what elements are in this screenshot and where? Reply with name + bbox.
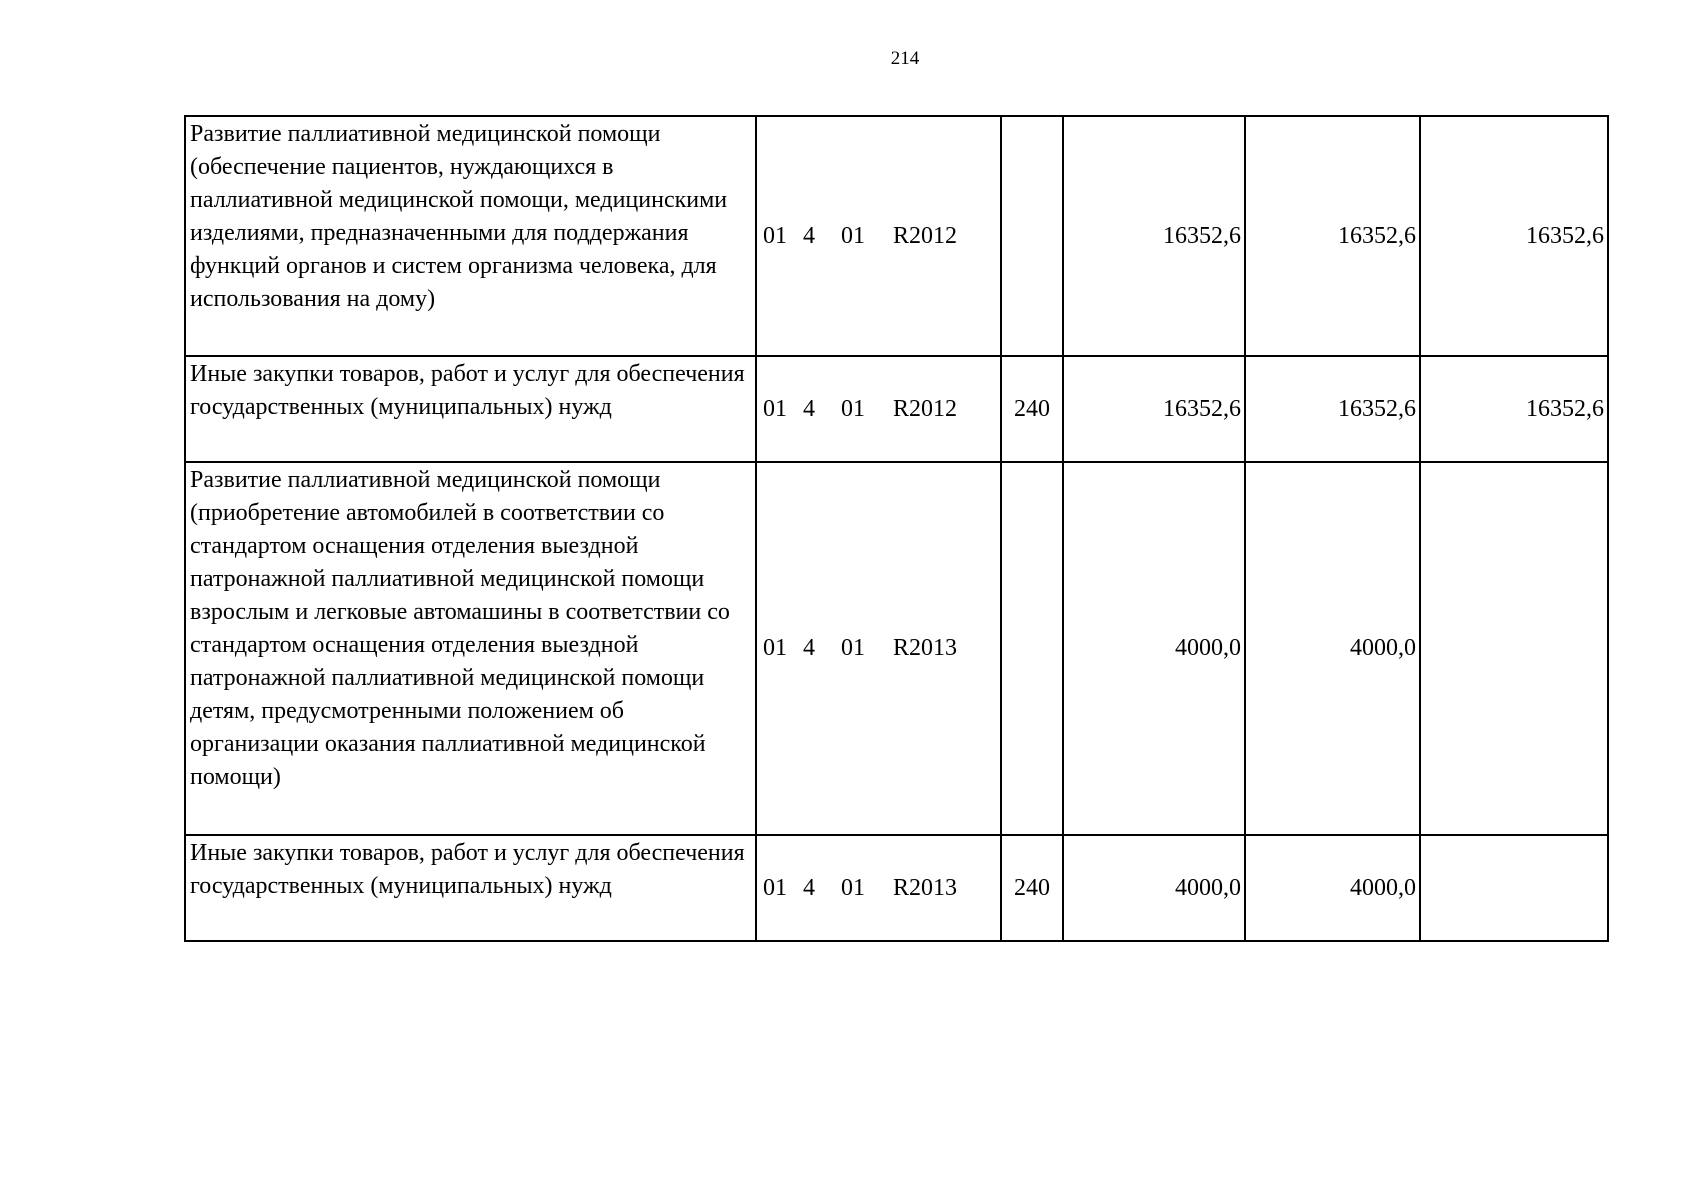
row-amount: 4000,0 (1245, 462, 1420, 835)
code-part: 4 (803, 222, 815, 249)
code-part: 01 (841, 222, 865, 249)
row-description: Иные закупки товаров, работ и услуг для обеспечения государственных (муниципальных) нужд (185, 356, 756, 462)
page-number: 214 (890, 48, 920, 69)
row-code (756, 356, 1001, 462)
code-part: R2013 (893, 635, 958, 661)
code-part: R2012 (893, 395, 958, 422)
code-part: 01 (763, 635, 787, 661)
row-amount: 4000,0 (1063, 835, 1245, 941)
row-amount: 4000,0 (1245, 835, 1420, 941)
row-amount (1420, 835, 1608, 941)
code-part: R2012 (893, 222, 958, 249)
row-expense-type: 240 (1001, 356, 1063, 462)
row-description: Развитие паллиативной медицинской помощи (приобретение автомобилей в соответствии со стандартом оснащения отделения выездной патронажной паллиативной медицинской помощи взрослым и легковые автомашины в соответствии со стандартом оснащения отделения выездной патронажной паллиативной медицинской помощи детям, предусмотренными положением об организации оказания паллиативной медицинской помощи) (185, 462, 756, 835)
row-amount: 16352,6 (1420, 116, 1608, 356)
row-expense-type: 240 (1001, 835, 1063, 941)
code-part: 01 (841, 395, 865, 422)
row-description: Развитие паллиативной медицинской помощи (обеспечение пациентов, нуждающихся в паллиативной медицинской помощи, медицинскими изделиями, предназначенными для поддержания функций органов и систем организма человека, для использования на дому) (185, 116, 756, 356)
row-code (756, 116, 1001, 356)
table-row (185, 835, 1608, 941)
code-part: 01 (841, 874, 865, 901)
code-part: 01 (763, 874, 787, 901)
table-row (185, 116, 1608, 356)
code-part: 4 (803, 635, 815, 661)
row-amount: 16352,6 (1245, 116, 1420, 356)
row-amount: 16352,6 (1420, 356, 1608, 462)
row-amount: 4000,0 (1063, 462, 1245, 835)
code-part: R2013 (893, 874, 958, 901)
row-amount: 16352,6 (1245, 356, 1420, 462)
row-amount: 16352,6 (1063, 356, 1245, 462)
code-part: 01 (841, 635, 865, 661)
code-part: 4 (803, 874, 815, 901)
code-part: 01 (763, 222, 787, 249)
table-row (185, 356, 1608, 462)
row-description: Иные закупки товаров, работ и услуг для обеспечения государственных (муниципальных) нужд (185, 835, 756, 941)
table-row (185, 462, 1608, 835)
code-part: 4 (803, 395, 815, 422)
row-amount (1420, 462, 1608, 835)
row-code (756, 462, 1001, 835)
row-amount: 16352,6 (1063, 116, 1245, 356)
budget-table (184, 115, 1609, 942)
row-code (756, 835, 1001, 941)
row-expense-type (1001, 462, 1063, 835)
row-expense-type (1001, 116, 1063, 356)
code-part: 01 (763, 395, 787, 422)
